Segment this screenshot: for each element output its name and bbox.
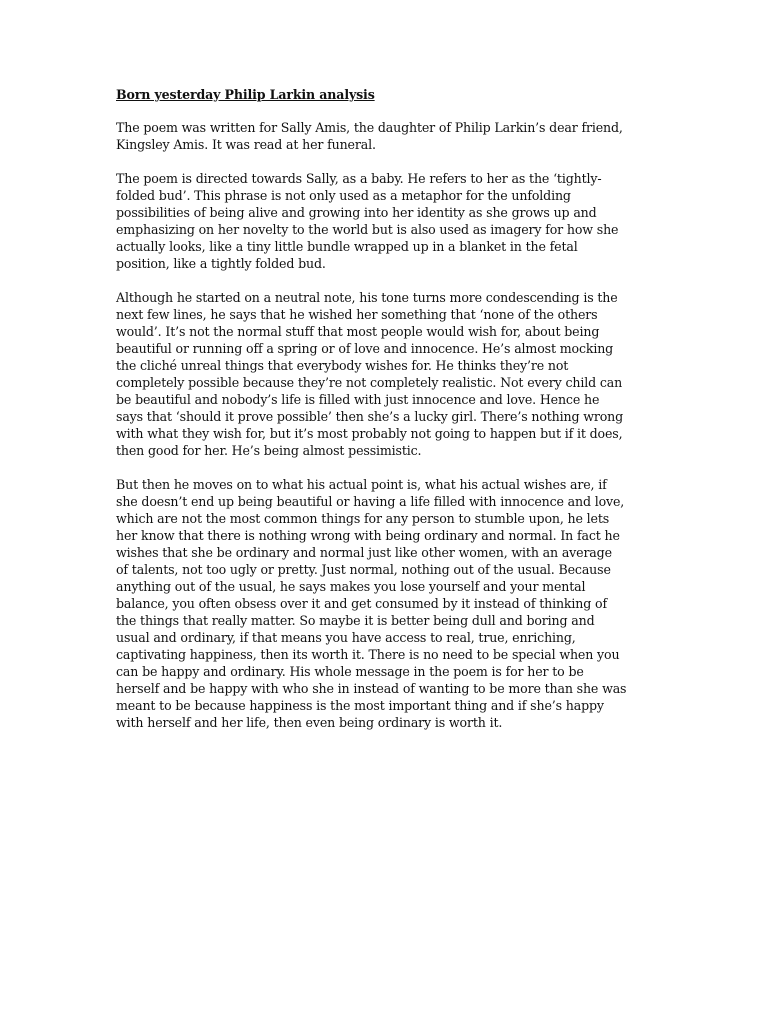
text-line: which are not the most common things for any person to stumble upon, he lets [116,511,610,526]
text-line: can be happy and ordinary. His whole message in the poem is for her to be [116,664,584,679]
text-line: wishes that she be ordinary and normal just like other women, with an average [116,545,612,560]
text-line: balance, you often obsess over it and get consumed by it instead of thinking of [116,596,607,611]
text-line: would’. It’s not the normal stuff that most people would wish for, about being [116,324,600,339]
text-line: captivating happiness, then its worth it. There is no need to be special when you [116,647,620,662]
text-line: of talents, not too ugly or pretty. Just normal, nothing out of the usual. Because [116,562,611,577]
text-line: actually looks, like a tiny little bundle wrapped up in a blanket in the fetal [116,239,578,254]
text-line: But then he moves on to what his actual point is, what his actual wishes are, if [116,477,607,492]
paragraph-2 [116,170,656,272]
text-line: Kingsley Amis. It was read at her funeral. [116,137,376,152]
text-line: with herself and her life, then even being ordinary is worth it. [116,715,503,730]
text-line: with what they wish for, but it’s most probably not going to happen but if it does, [116,426,623,441]
text-line: she doesn’t end up being beautiful or having a life filled with innocence and love, [116,494,625,509]
document-title: Born yesterday Philip Larkin analysis [116,87,375,102]
text-line: meant to be because happiness is the most important thing and if she’s happy [116,698,604,713]
text-line: be beautiful and nobody’s life is filled with just innocence and love. Hence he [116,392,600,407]
text-line: usual and ordinary, if that means you have access to real, true, enriching, [116,630,576,645]
text-line: anything out of the usual, he says makes you lose yourself and your mental [116,579,586,594]
text-line: her know that there is nothing wrong with being ordinary and normal. In fact he [116,528,620,543]
paragraph-4 [116,476,656,731]
text-line: the cliché unreal things that everybody wishes for. He thinks they’re not [116,358,569,373]
text-line: emphasizing on her novelty to the world but is also used as imagery for how she [116,222,619,237]
text-line: possibilities of being alive and growing into her identity as she grows up and [116,205,597,220]
text-line: Although he started on a neutral note, his tone turns more condescending is the [116,290,618,305]
text-line: the things that really matter. So maybe it is better being dull and boring and [116,613,595,628]
document-page [116,86,656,748]
paragraph-1 [116,119,656,153]
text-line: herself and be happy with who she in instead of wanting to be more than she was [116,681,627,696]
text-line: next few lines, he says that he wished her something that ‘none of the others [116,307,598,322]
text-line: position, like a tightly folded bud. [116,256,326,271]
text-line: The poem is directed towards Sally, as a baby. He refers to her as the ‘tightly- [116,171,602,186]
text-line: completely possible because they’re not completely realistic. Not every child can [116,375,623,390]
paragraph-3 [116,289,656,459]
text-line: The poem was written for Sally Amis, the daughter of Philip Larkin’s dear friend, [116,120,623,135]
text-line: beautiful or running off a spring or of love and innocence. He’s almost mocking [116,341,614,356]
text-line: then good for her. He’s being almost pessimistic. [116,443,422,458]
text-line: says that ‘should it prove possible’ then she’s a lucky girl. There’s nothing wrong [116,409,624,424]
text-line: folded bud’. This phrase is not only used as a metaphor for the unfolding [116,188,571,203]
